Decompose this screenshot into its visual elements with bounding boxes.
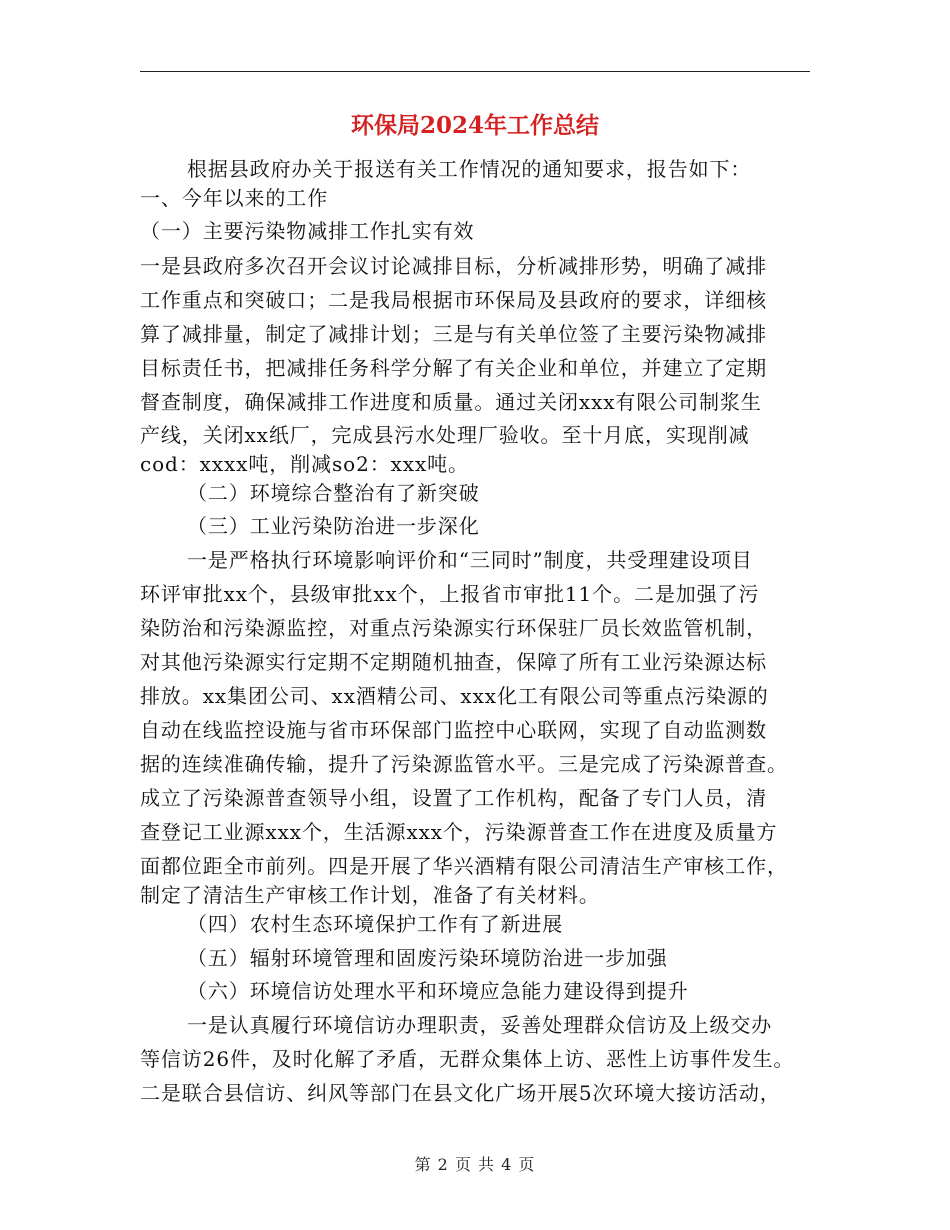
paragraph-line: 根据县政府办关于报送有关工作情况的通知要求，报告如下： <box>187 157 752 181</box>
paragraph-line: 环评审批xx个，县级审批xx个，上报省市审批11个。二是加强了污 <box>140 582 760 606</box>
subsection-heading: （三）工业污染防治进一步深化 <box>187 514 480 538</box>
paragraph-line: 二是联合县信访、纠风等部门在县文化广场开展5次环境大接访活动， <box>140 1081 781 1105</box>
paragraph-line: 面都位距全市前列。四是开展了华兴酒精有限公司清洁生产审核工作， <box>140 854 788 878</box>
paragraph-line: 排放。xx集团公司、xx酒精公司、xxx化工有限公司等重点污染源的 <box>140 684 769 708</box>
paragraph-line: 目标责任书，把减排任务科学分解了有关企业和单位，并建立了定期 <box>140 356 767 380</box>
paragraph-line: 制定了清洁生产审核工作计划，准备了有关材料。 <box>140 883 600 907</box>
paragraph-line: 染防治和污染源监控，对重点污染源实行环保驻厂员长效监管机制， <box>140 616 767 640</box>
paragraph-line: 据的连续准确传输，提升了污染源监管水平。三是完成了污染源普查。 <box>140 752 788 776</box>
section-heading: 一、今年以来的工作 <box>140 186 329 210</box>
paragraph-line: 成立了污染源普查领导小组，设置了工作机构，配备了专门人员，清 <box>140 786 767 810</box>
page-number-footer: 第 2 页 共 4 页 <box>414 1155 536 1174</box>
paragraph-line: 督查制度，确保减排工作进度和质量。通过关闭xxx有限公司制浆生 <box>140 390 762 414</box>
paragraph-line: 一是县政府多次召开会议讨论减排目标，分析减排形势，明确了减排 <box>140 254 767 278</box>
paragraph-line: 算了减排量，制定了减排计划；三是与有关单位签了主要污染物减排 <box>140 322 767 346</box>
paragraph-line: 等信访26件，及时化解了矛盾，无群众集体上访、恶性上访事件发生。 <box>140 1047 795 1071</box>
paragraph-line: 对其他污染源实行定期不定期随机抽查，保障了所有工业污染源达标 <box>140 650 767 674</box>
subsection-heading: （四）农村生态环境保护工作有了新进展 <box>187 912 564 936</box>
document-title: 环保局2024年工作总结 <box>350 112 599 139</box>
header-rule <box>140 71 810 72</box>
paragraph-line: 查登记工业源xxx个，生活源xxx个，污染源普查工作在进度及质量方 <box>140 820 778 844</box>
paragraph-line: 一是认真履行环境信访办理职责，妥善处理群众信访及上级交办 <box>187 1013 773 1037</box>
paragraph-line: 自动在线监控设施与省市环保部门监控中心联网，实现了自动监测数 <box>140 718 767 742</box>
paragraph-line: 工作重点和突破口；二是我局根据市环保局及县政府的要求，详细核 <box>140 288 767 312</box>
subsection-heading: （二）环境综合整治有了新突破 <box>187 481 480 505</box>
paragraph-line: 一是严格执行环境影响评价和“三同时”制度，共受理建设项目 <box>187 548 753 572</box>
subsection-heading: （五）辐射环境管理和固废污染环境防治进一步加强 <box>187 946 668 970</box>
paragraph-line: 产线，关闭xx纸厂，完成县污水处理厂验收。至十月底，实现削减 <box>140 423 750 447</box>
paragraph-line: cod：xxxx吨，削减so2：xxx吨。 <box>140 452 469 476</box>
subsection-heading: （六）环境信访处理水平和环境应急能力建设得到提升 <box>187 979 689 1003</box>
subsection-heading: （一）主要污染物减排工作扎实有效 <box>140 219 475 243</box>
